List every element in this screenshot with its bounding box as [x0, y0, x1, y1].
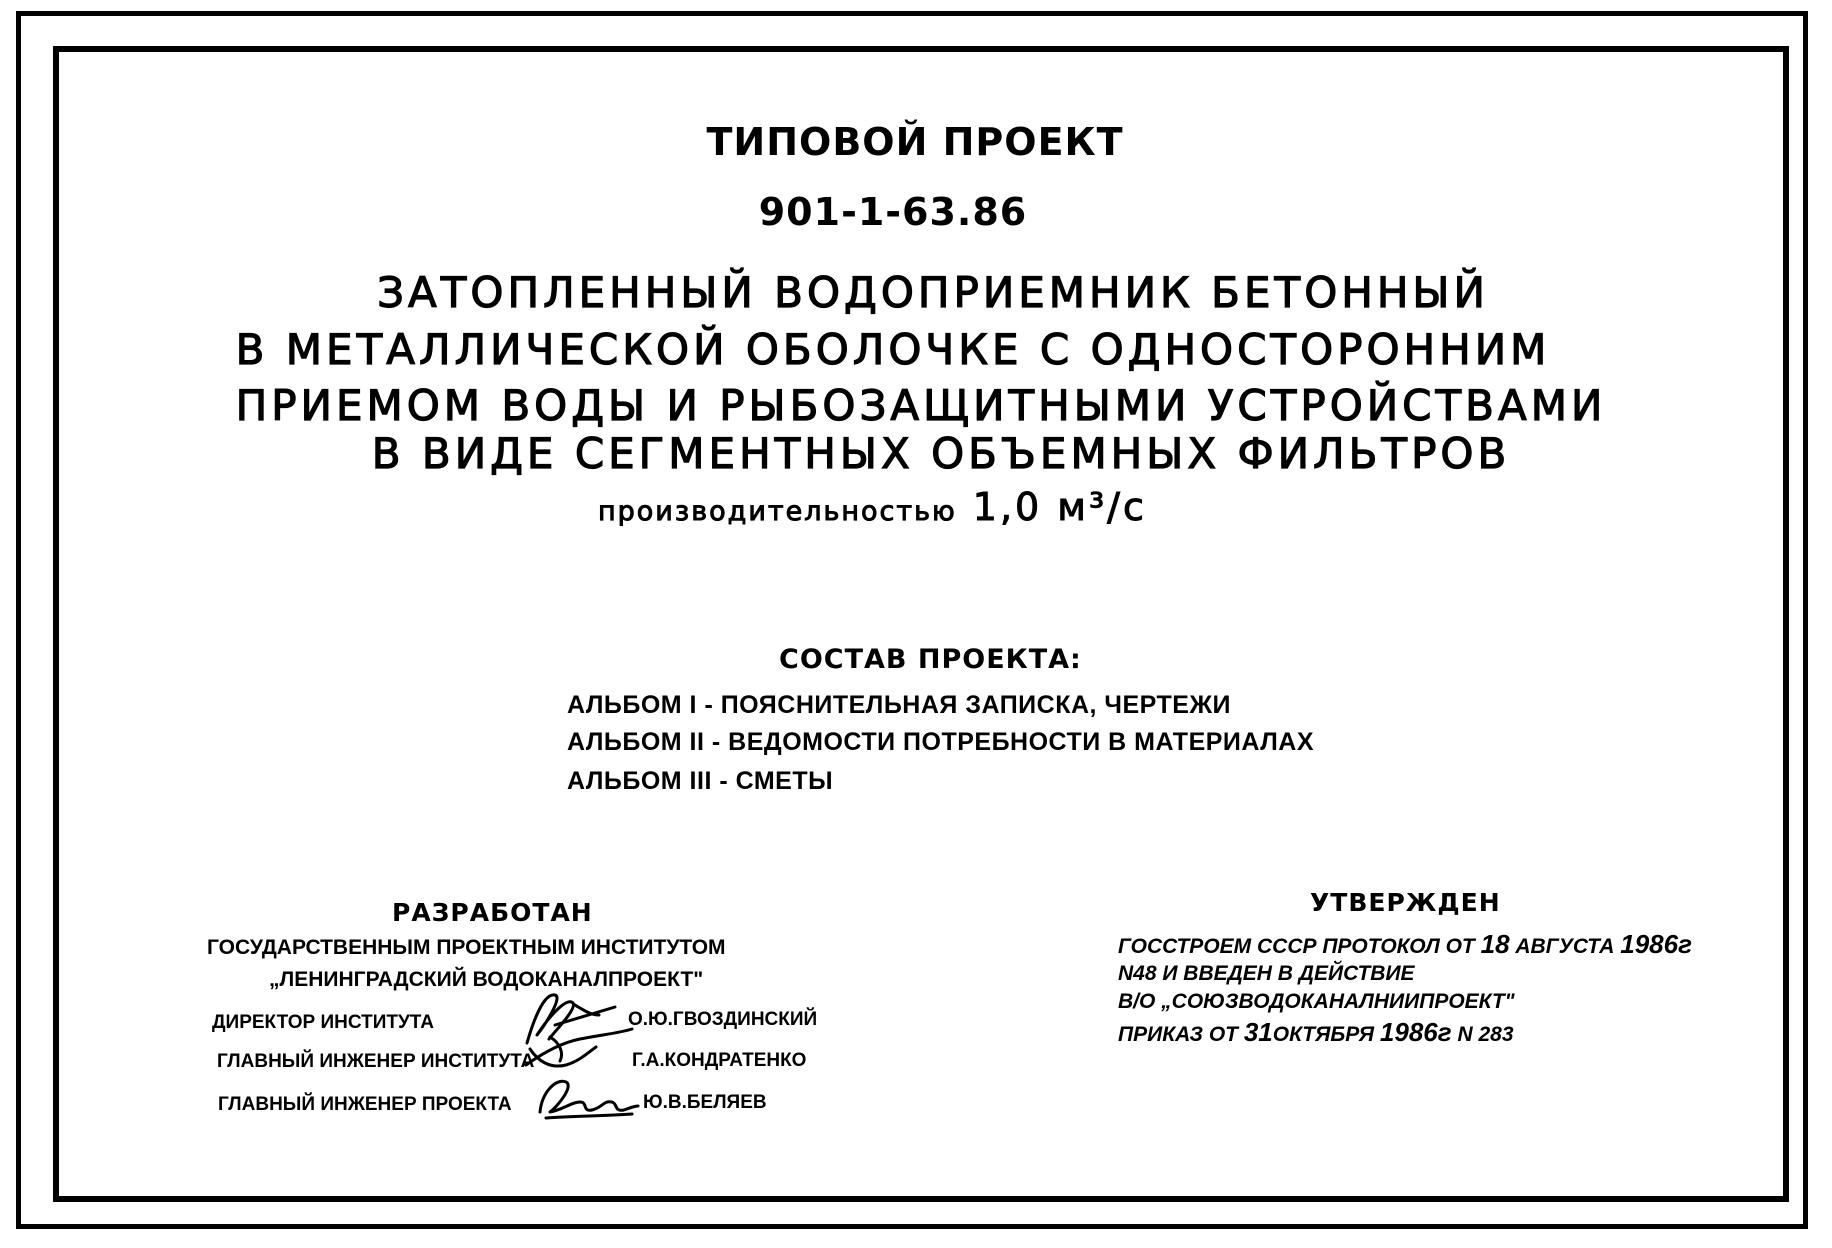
album-3: АЛЬБОМ III - СМЕТЫ	[567, 767, 834, 795]
composition-heading: СОСТАВ ПРОЕКТА:	[779, 644, 1082, 675]
developer-institute-name: „ЛЕНИНГРАДСКИЙ ВОДОКАНАЛПРОЕКТ"	[269, 968, 704, 991]
approved-protocol-day: 18	[1480, 929, 1510, 959]
capacity-line	[598, 485, 1147, 529]
approved-order-year: 1986г	[1379, 1017, 1452, 1047]
director-role: ДИРЕКТОР ИНСТИТУТА	[212, 1012, 434, 1033]
document-type: ТИПОВОЙ ПРОЕКТ	[706, 120, 1124, 164]
album-1: АЛЬБОМ I - ПОЯСНИТЕЛЬНАЯ ЗАПИСКА, ЧЕРТЕЖИ	[567, 691, 1232, 719]
title-line-3: ПРИЕМОМ ВОДЫ И РЫБОЗАЩИТНЫМИ УСТРОЙСТВАМИ	[235, 381, 1607, 430]
approved-line-4	[1118, 1019, 1514, 1045]
album-2: АЛЬБОМ II - ВЕДОМОСТИ ПОТРЕБНОСТИ В МАТЕРИАЛАХ	[567, 728, 1315, 756]
approved-protocol-year: 1986г	[1620, 929, 1692, 959]
approved-order-month: ОКТЯБРЯ	[1272, 1023, 1375, 1046]
capacity-value: 1,0 м³/с	[972, 485, 1147, 529]
approved-protocol-text: ГОССТРОЕМ СССР ПРОТОКОЛ ОТ	[1118, 935, 1475, 958]
chief-engineer-institute-signature	[520, 1025, 640, 1075]
capacity-label: производительностью	[598, 496, 957, 527]
developed-heading: РАЗРАБОТАН	[392, 898, 593, 927]
chief-engineer-project-role: ГЛАВНЫЙ ИНЖЕНЕР ПРОЕКТА	[218, 1094, 512, 1115]
approved-line-1	[1118, 931, 1692, 957]
approved-heading: УТВЕРЖДЕН	[1310, 888, 1501, 917]
developer-institute-line: ГОСУДАРСТВЕННЫМ ПРОЕКТНЫМ ИНСТИТУТОМ	[207, 936, 726, 959]
title-line-4: В ВИДЕ СЕГМЕНТНЫХ ОБЪЕМНЫХ ФИЛЬТРОВ	[371, 429, 1511, 478]
approved-line-3: В/О „СОЮЗВОДОКАНАЛНИИПРОЕКТ"	[1118, 990, 1515, 1013]
chief-engineer-project-name: Ю.В.БЕЛЯЕВ	[643, 1092, 767, 1113]
title-line-1: ЗАТОПЛЕННЫЙ ВОДОПРИЕМНИК БЕТОННЫЙ	[377, 268, 1489, 317]
chief-engineer-institute-name: Г.А.КОНДРАТЕНКО	[632, 1050, 807, 1071]
approved-order-number: N 283	[1457, 1023, 1514, 1046]
chief-engineer-project-signature	[532, 1072, 642, 1122]
chief-engineer-institute-role: ГЛАВНЫЙ ИНЖЕНЕР ИНСТИТУТА	[217, 1051, 535, 1072]
approved-line-2: N48 И ВВЕДЕН В ДЕЙСТВИЕ	[1118, 962, 1415, 985]
project-number: 901-1-63.86	[758, 190, 1028, 234]
approved-order-text: ПРИКАЗ ОТ	[1118, 1023, 1238, 1046]
approved-protocol-month: АВГУСТА	[1515, 935, 1615, 958]
approved-order-day: 31	[1243, 1017, 1273, 1047]
director-name: О.Ю.ГВОЗДИНСКИЙ	[628, 1009, 818, 1030]
title-line-2: В МЕТАЛЛИЧЕСКОЙ ОБОЛОЧКЕ С ОДНОСТОРОННИМ	[235, 325, 1551, 374]
